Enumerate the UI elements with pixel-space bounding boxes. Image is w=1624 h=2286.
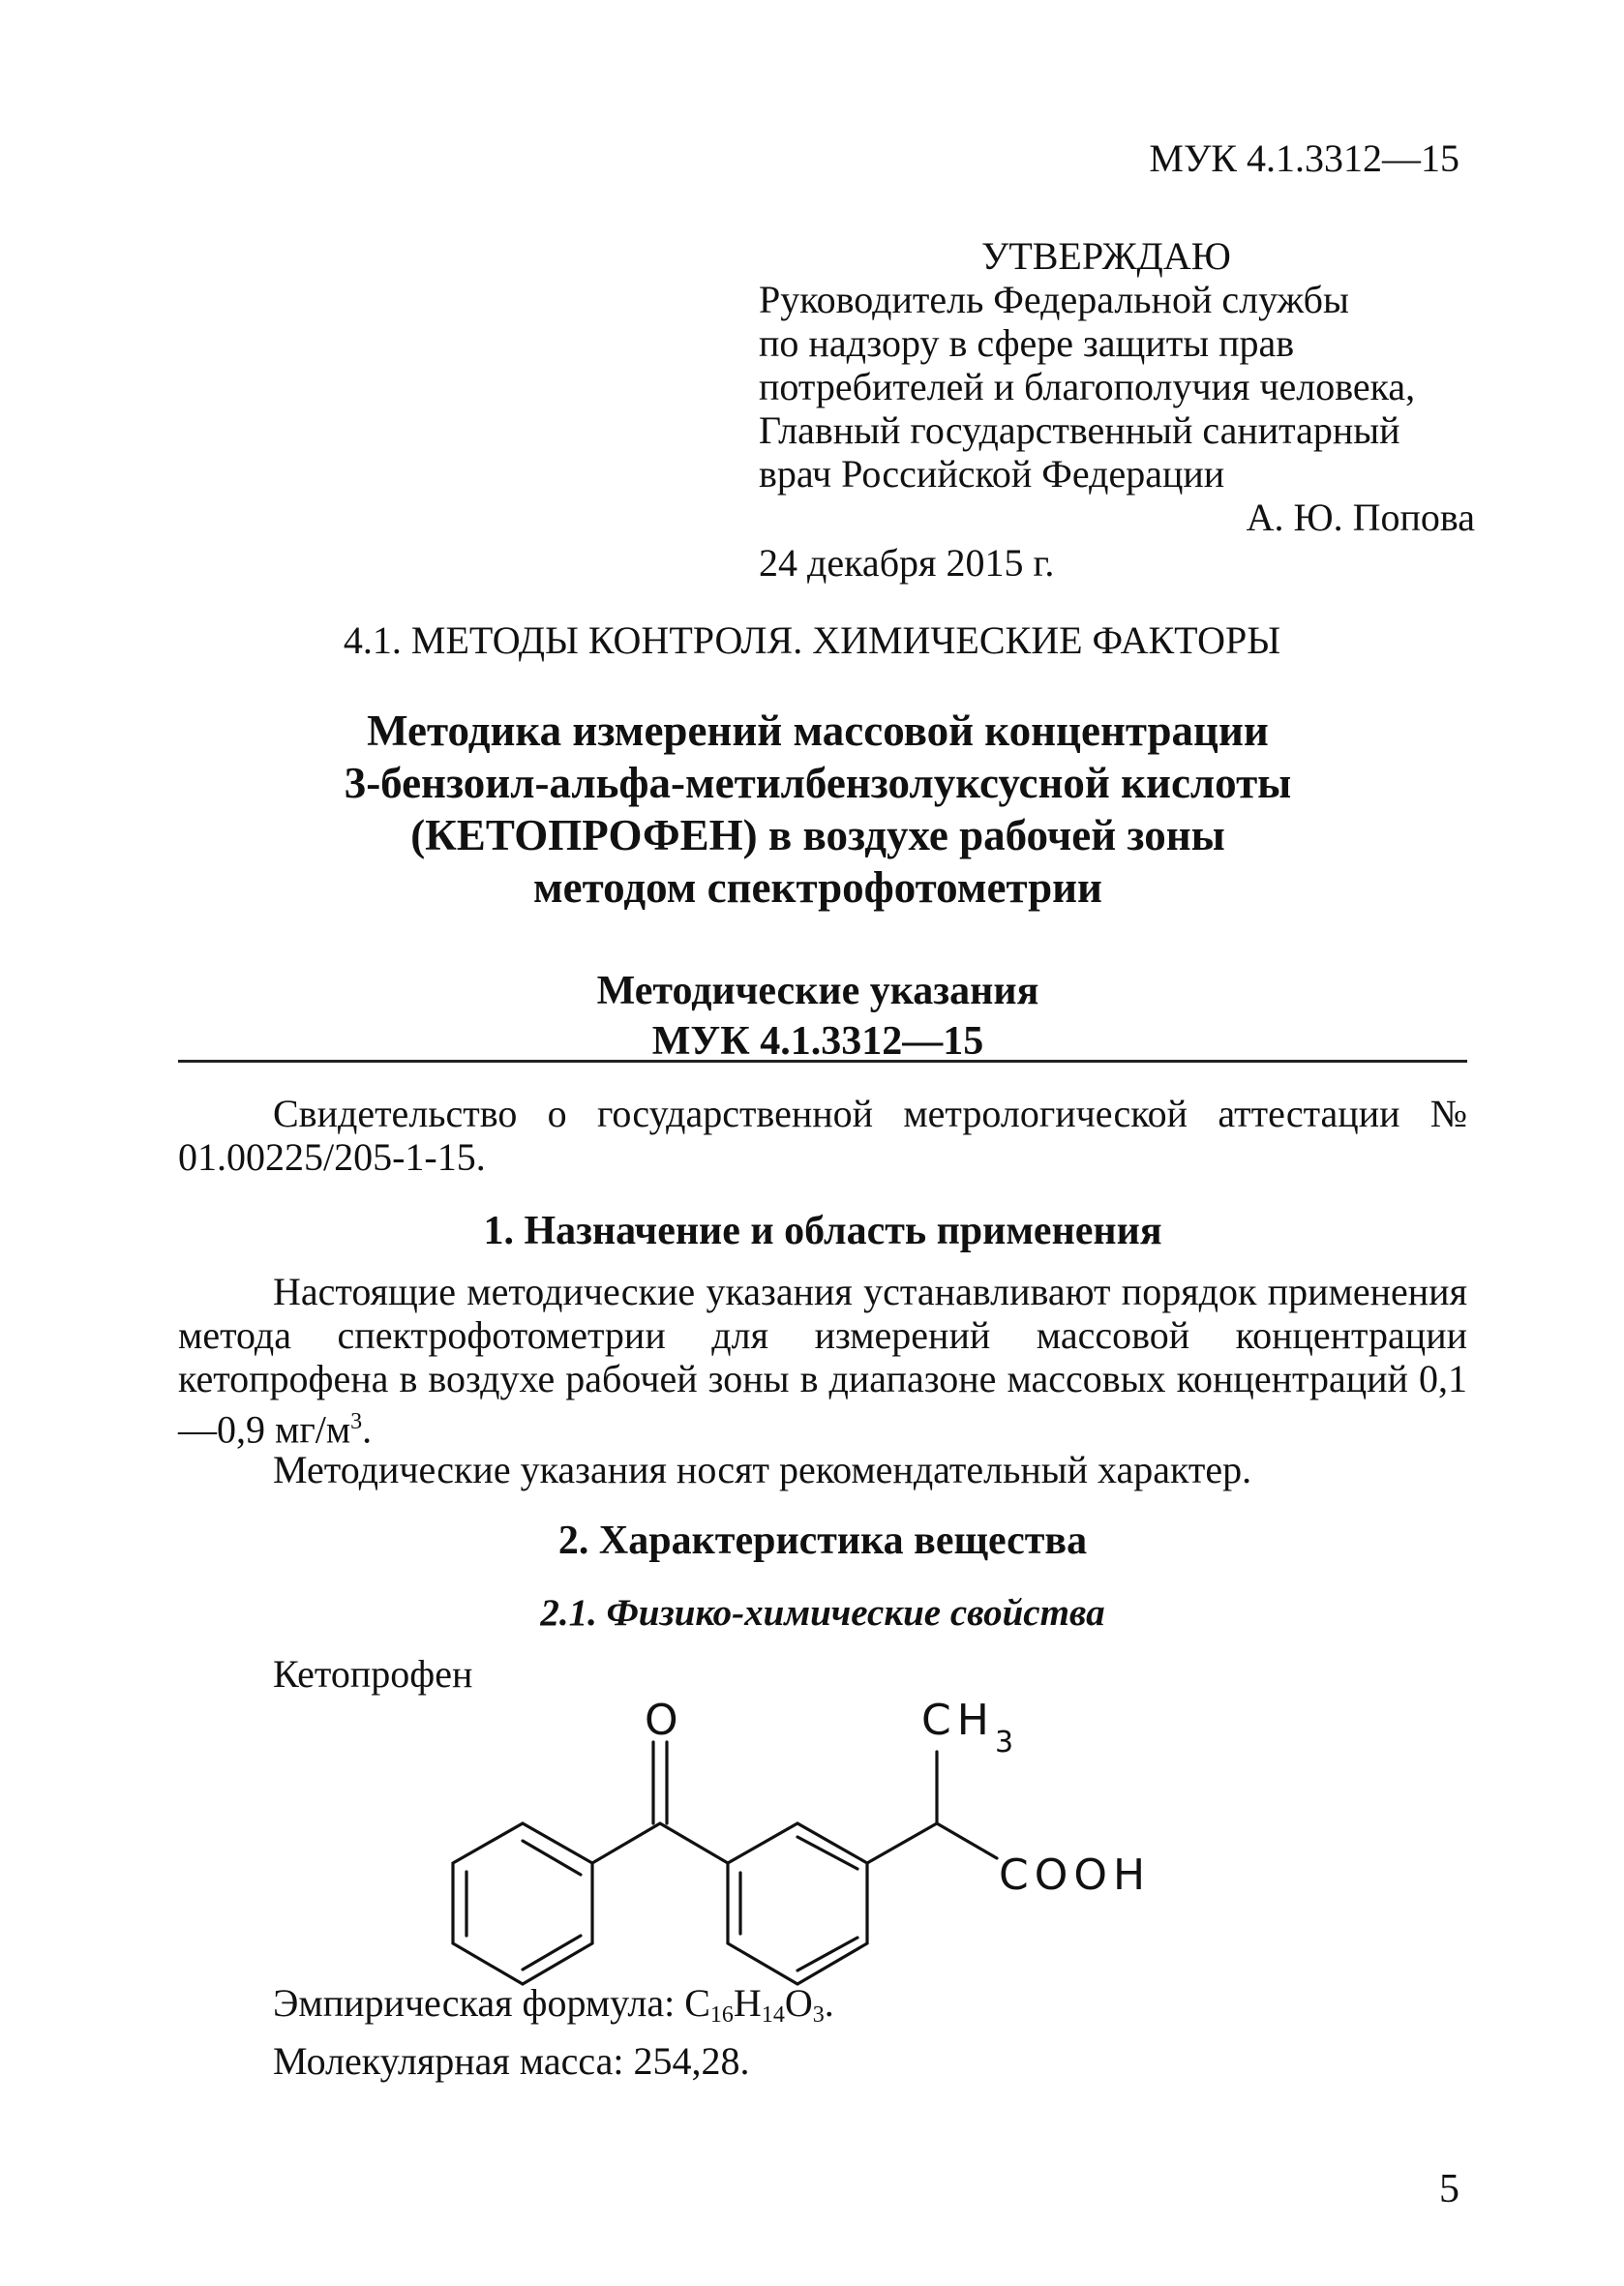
molecular-mass: Молекулярная масса: 254,28.	[273, 2039, 750, 2083]
section-title: 4.1. МЕТОДЫ КОНТРОЛЯ. ХИМИЧЕСКИЕ ФАКТОРЫ	[343, 618, 1281, 662]
carbonyl-bond	[592, 1823, 660, 1863]
approval-line: врач Российской Федерации	[759, 452, 1225, 496]
section-1-heading: 1. Назначение и область применения	[483, 1209, 1162, 1253]
approval-line: по надзору в сфере защиты прав	[759, 321, 1295, 365]
page-number: 5	[1439, 2167, 1459, 2211]
title-line: методом спектрофотометрии	[533, 863, 1102, 912]
approval-date: 24 декабря 2015 г.	[759, 541, 1055, 585]
oxygen-label: O	[645, 1696, 678, 1745]
title-divider	[178, 1060, 1467, 1063]
title-line: Методика измерений массовой концентрации	[367, 707, 1269, 755]
carboxyl-label: COOH	[999, 1850, 1152, 1900]
approval-line: потребителей и благополучия человека,	[759, 365, 1416, 408]
approval-heading: УТВЕРЖДАЮ	[981, 234, 1231, 278]
methyl-subscript: 3	[995, 1726, 1014, 1760]
document-title	[174, 705, 1461, 914]
approval-line: Руководитель Федеральной службы	[759, 278, 1349, 321]
right-benzene-ring	[728, 1823, 867, 1984]
document-code: МУК 4.1.3312—15	[1149, 136, 1459, 180]
advice-paragraph: Методические указания носят рекомендательный характер.	[273, 1448, 1252, 1491]
approval-block	[759, 234, 1475, 585]
unit-superscript: 3	[350, 1409, 363, 1434]
approval-line: Главный государственный санитарный	[759, 408, 1400, 452]
title-line: 3-бензоил-альфа-метилбензолуксусной кислоты	[344, 759, 1292, 807]
empirical-formula: Эмпирическая формула: $C_{16}H_{14}O_3$.	[273, 1981, 834, 2028]
title-line: (КЕТОПРОФЕН) в воздухе рабочей зоны	[410, 811, 1225, 859]
formula-block	[273, 1980, 834, 2085]
guidelines-label: Методические указания	[596, 969, 1039, 1013]
alpha-carbon-bond	[867, 1823, 937, 1863]
guidelines-title	[174, 966, 1461, 1067]
certificate-paragraph: Свидетельство о государственной метрологической аттестации № 01.00225/205-1-15.	[178, 1092, 1467, 1179]
section-2-heading: 2. Характеристика вещества	[557, 1519, 1088, 1563]
signatory-name: А. Ю. Попова	[1246, 496, 1475, 539]
left-benzene-ring	[453, 1823, 592, 1984]
purpose-paragraph: Настоящие методические указания устанавливают порядок применения метода спектрофотометрии для измерений массовой концентрации кетопрофена в воздухе рабочей зоны в диапазоне массовых концентраций 0,1—0,9 $мг/м^3$.	[178, 1270, 1467, 1452]
substance-name: Кетопрофен	[273, 1652, 473, 1696]
subsection-heading: 2.1. Физико-химические свойства	[540, 1592, 1105, 1634]
methyl-label: CH	[921, 1696, 995, 1745]
guidelines-code: МУК 4.1.3312—15	[651, 1019, 984, 1064]
